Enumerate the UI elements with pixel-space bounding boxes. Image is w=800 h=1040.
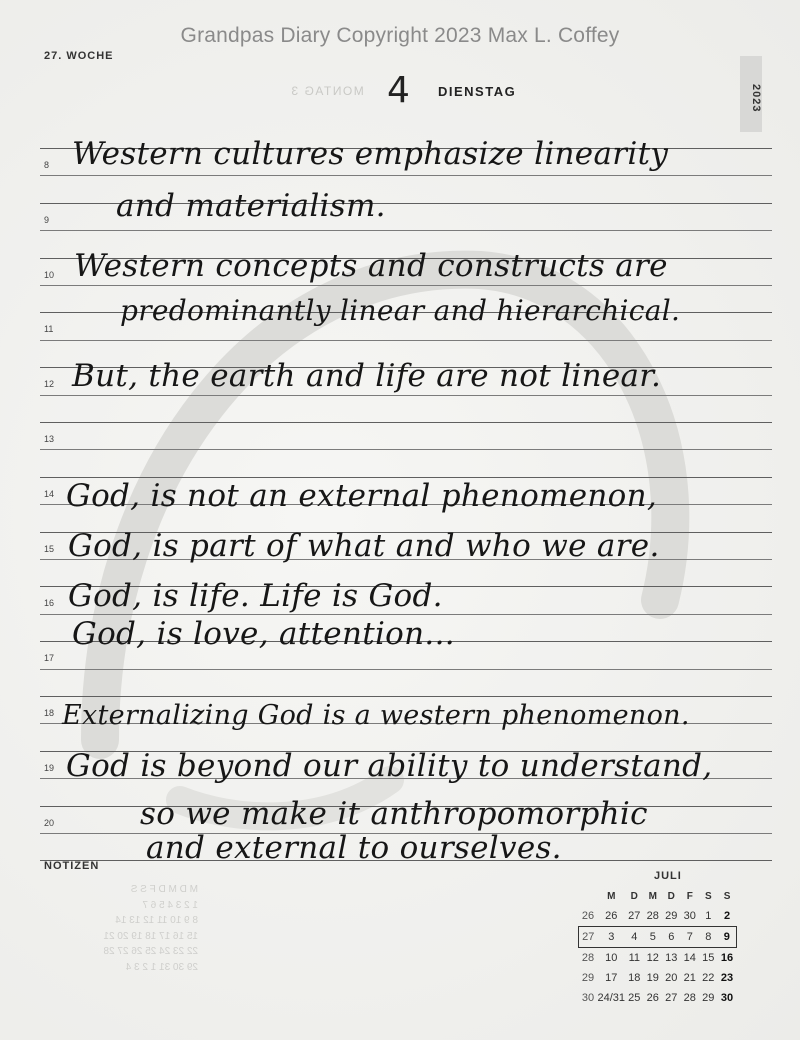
- show-through-calendar: M D M D F S S 1 2 3 4 5 6 7 8 9 10 11 12 13 14 15 16 17 18 19 20 21 22 23 24 25 26 27 28 29 30 31 1 2 3 4: [103, 884, 198, 973]
- calendar-day: 27: [665, 992, 678, 1004]
- calendar-day: 28: [683, 992, 696, 1004]
- show-through-day-name: MONTAG 3: [290, 84, 364, 98]
- weekday-label: M: [648, 890, 657, 902]
- calendar-day: 17: [605, 972, 618, 984]
- handwriting-line: God, is not an external phenomenon,: [66, 478, 658, 514]
- hour-label: 17: [44, 653, 55, 664]
- calendar-day: 4: [625, 927, 644, 948]
- hour-label: 20: [44, 817, 55, 828]
- notes-label: NOTIZEN: [44, 860, 100, 872]
- hour-label: 16: [44, 598, 55, 609]
- handwriting-line: God is beyond our ability to understand,: [66, 748, 713, 784]
- calendar-day: 21: [683, 972, 696, 984]
- calendar-day: 9: [718, 927, 737, 948]
- ruled-line: [40, 449, 772, 450]
- handwriting-line: predominantly linear and hierarchical.: [120, 294, 681, 327]
- calendar-day: 8: [699, 927, 718, 948]
- day-name: DIENSTAG: [438, 84, 517, 99]
- calendar-day: 30: [683, 910, 696, 922]
- handwriting-line: so we make it anthropomorphic: [140, 796, 648, 832]
- calendar-day: 22: [702, 972, 715, 984]
- hour-label: 9: [44, 214, 50, 225]
- ruled-line: [40, 422, 772, 423]
- calendar-day: 16: [720, 952, 734, 964]
- calendar-day: 26: [605, 910, 618, 922]
- calendar-week-row: [579, 968, 737, 988]
- calendar-day: 30: [720, 992, 734, 1004]
- handwriting-line: Western cultures emphasize linearity: [72, 136, 669, 172]
- calendar-day: 13: [665, 952, 678, 964]
- ruled-line: [40, 230, 772, 231]
- calendar-day: 29: [665, 910, 678, 922]
- weekday-label: D: [667, 890, 675, 902]
- week-number: 30: [581, 992, 595, 1004]
- ruled-line: [40, 340, 772, 341]
- calendar-day: 27: [628, 910, 641, 922]
- calendar-day: 24/31: [597, 992, 626, 1004]
- handwriting-line: But, the earth and life are not linear.: [72, 358, 662, 394]
- weekday-label: F: [686, 890, 693, 902]
- ruled-line: [40, 696, 772, 697]
- calendar-day: 26: [646, 992, 659, 1004]
- hour-label: 18: [44, 708, 55, 718]
- hour-label: 12: [44, 379, 55, 390]
- calendar-day: 10: [605, 952, 618, 964]
- mini-calendar: [578, 886, 737, 1008]
- hour-label: 10: [44, 269, 55, 280]
- calendar-day: 19: [646, 972, 659, 984]
- calendar-day: 6: [662, 927, 681, 948]
- calendar-day: 28: [646, 910, 659, 922]
- week-number: 28: [581, 952, 595, 964]
- calendar-day: 25: [628, 992, 641, 1004]
- weekday-label: M: [607, 890, 616, 902]
- calendar-day: 2: [723, 910, 731, 922]
- hour-label: 11: [44, 324, 54, 335]
- handwriting-line: God, is love, attention...: [72, 616, 455, 652]
- handwriting-line: and materialism.: [116, 188, 386, 224]
- calendar-day: 11: [628, 952, 640, 964]
- calendar-week-row: [579, 948, 737, 969]
- calendar-day: 3: [598, 927, 626, 948]
- hour-label: 15: [44, 543, 55, 554]
- hour-label: 19: [44, 762, 55, 773]
- ruled-line: [40, 285, 772, 286]
- calendar-day: 14: [683, 952, 696, 964]
- hour-label: 14: [44, 488, 55, 499]
- weekday-label: S: [723, 890, 731, 902]
- calendar-day: 29: [702, 992, 715, 1004]
- hour-label: 8: [44, 160, 50, 170]
- week-label: 27. WOCHE: [44, 50, 114, 62]
- ruled-line: [40, 395, 772, 396]
- handwriting-line: and external to ourselves.: [146, 830, 562, 866]
- calendar-day: 15: [702, 952, 715, 964]
- calendar-week-row: [579, 927, 737, 948]
- copyright-text: Grandpas Diary Copyright 2023 Max L. Coffey: [180, 24, 620, 47]
- ruled-line: [40, 175, 772, 176]
- hour-label: 13: [44, 434, 55, 444]
- weekday-label: S: [704, 890, 712, 902]
- year-label: 2023: [750, 83, 762, 113]
- handwriting-line: God, is life. Life is God.: [68, 578, 443, 614]
- calendar-week-row: [579, 906, 737, 927]
- calendar-day: 20: [665, 972, 678, 984]
- handwriting-line: Externalizing God is a western phenomenon.: [62, 700, 690, 731]
- week-number: 29: [581, 972, 595, 984]
- ruled-line: [40, 669, 772, 670]
- week-number: 26: [581, 910, 595, 922]
- handwriting-line: God, is part of what and who we are.: [68, 528, 660, 564]
- week-number: 27: [579, 927, 598, 948]
- calendar-weekday-row: [579, 886, 737, 906]
- calendar-day: 18: [628, 972, 641, 984]
- calendar-day: 12: [646, 952, 659, 964]
- calendar-day: 23: [720, 972, 734, 984]
- day-number: 4: [387, 70, 410, 111]
- calendar-day: 5: [644, 927, 663, 948]
- calendar-day: 7: [681, 927, 700, 948]
- calendar-week-row: [579, 988, 737, 1008]
- month-label: JULI: [654, 870, 682, 882]
- weekday-label: D: [630, 890, 638, 902]
- calendar-day: 1: [705, 910, 712, 922]
- handwriting-line: Western concepts and constructs are: [74, 248, 668, 284]
